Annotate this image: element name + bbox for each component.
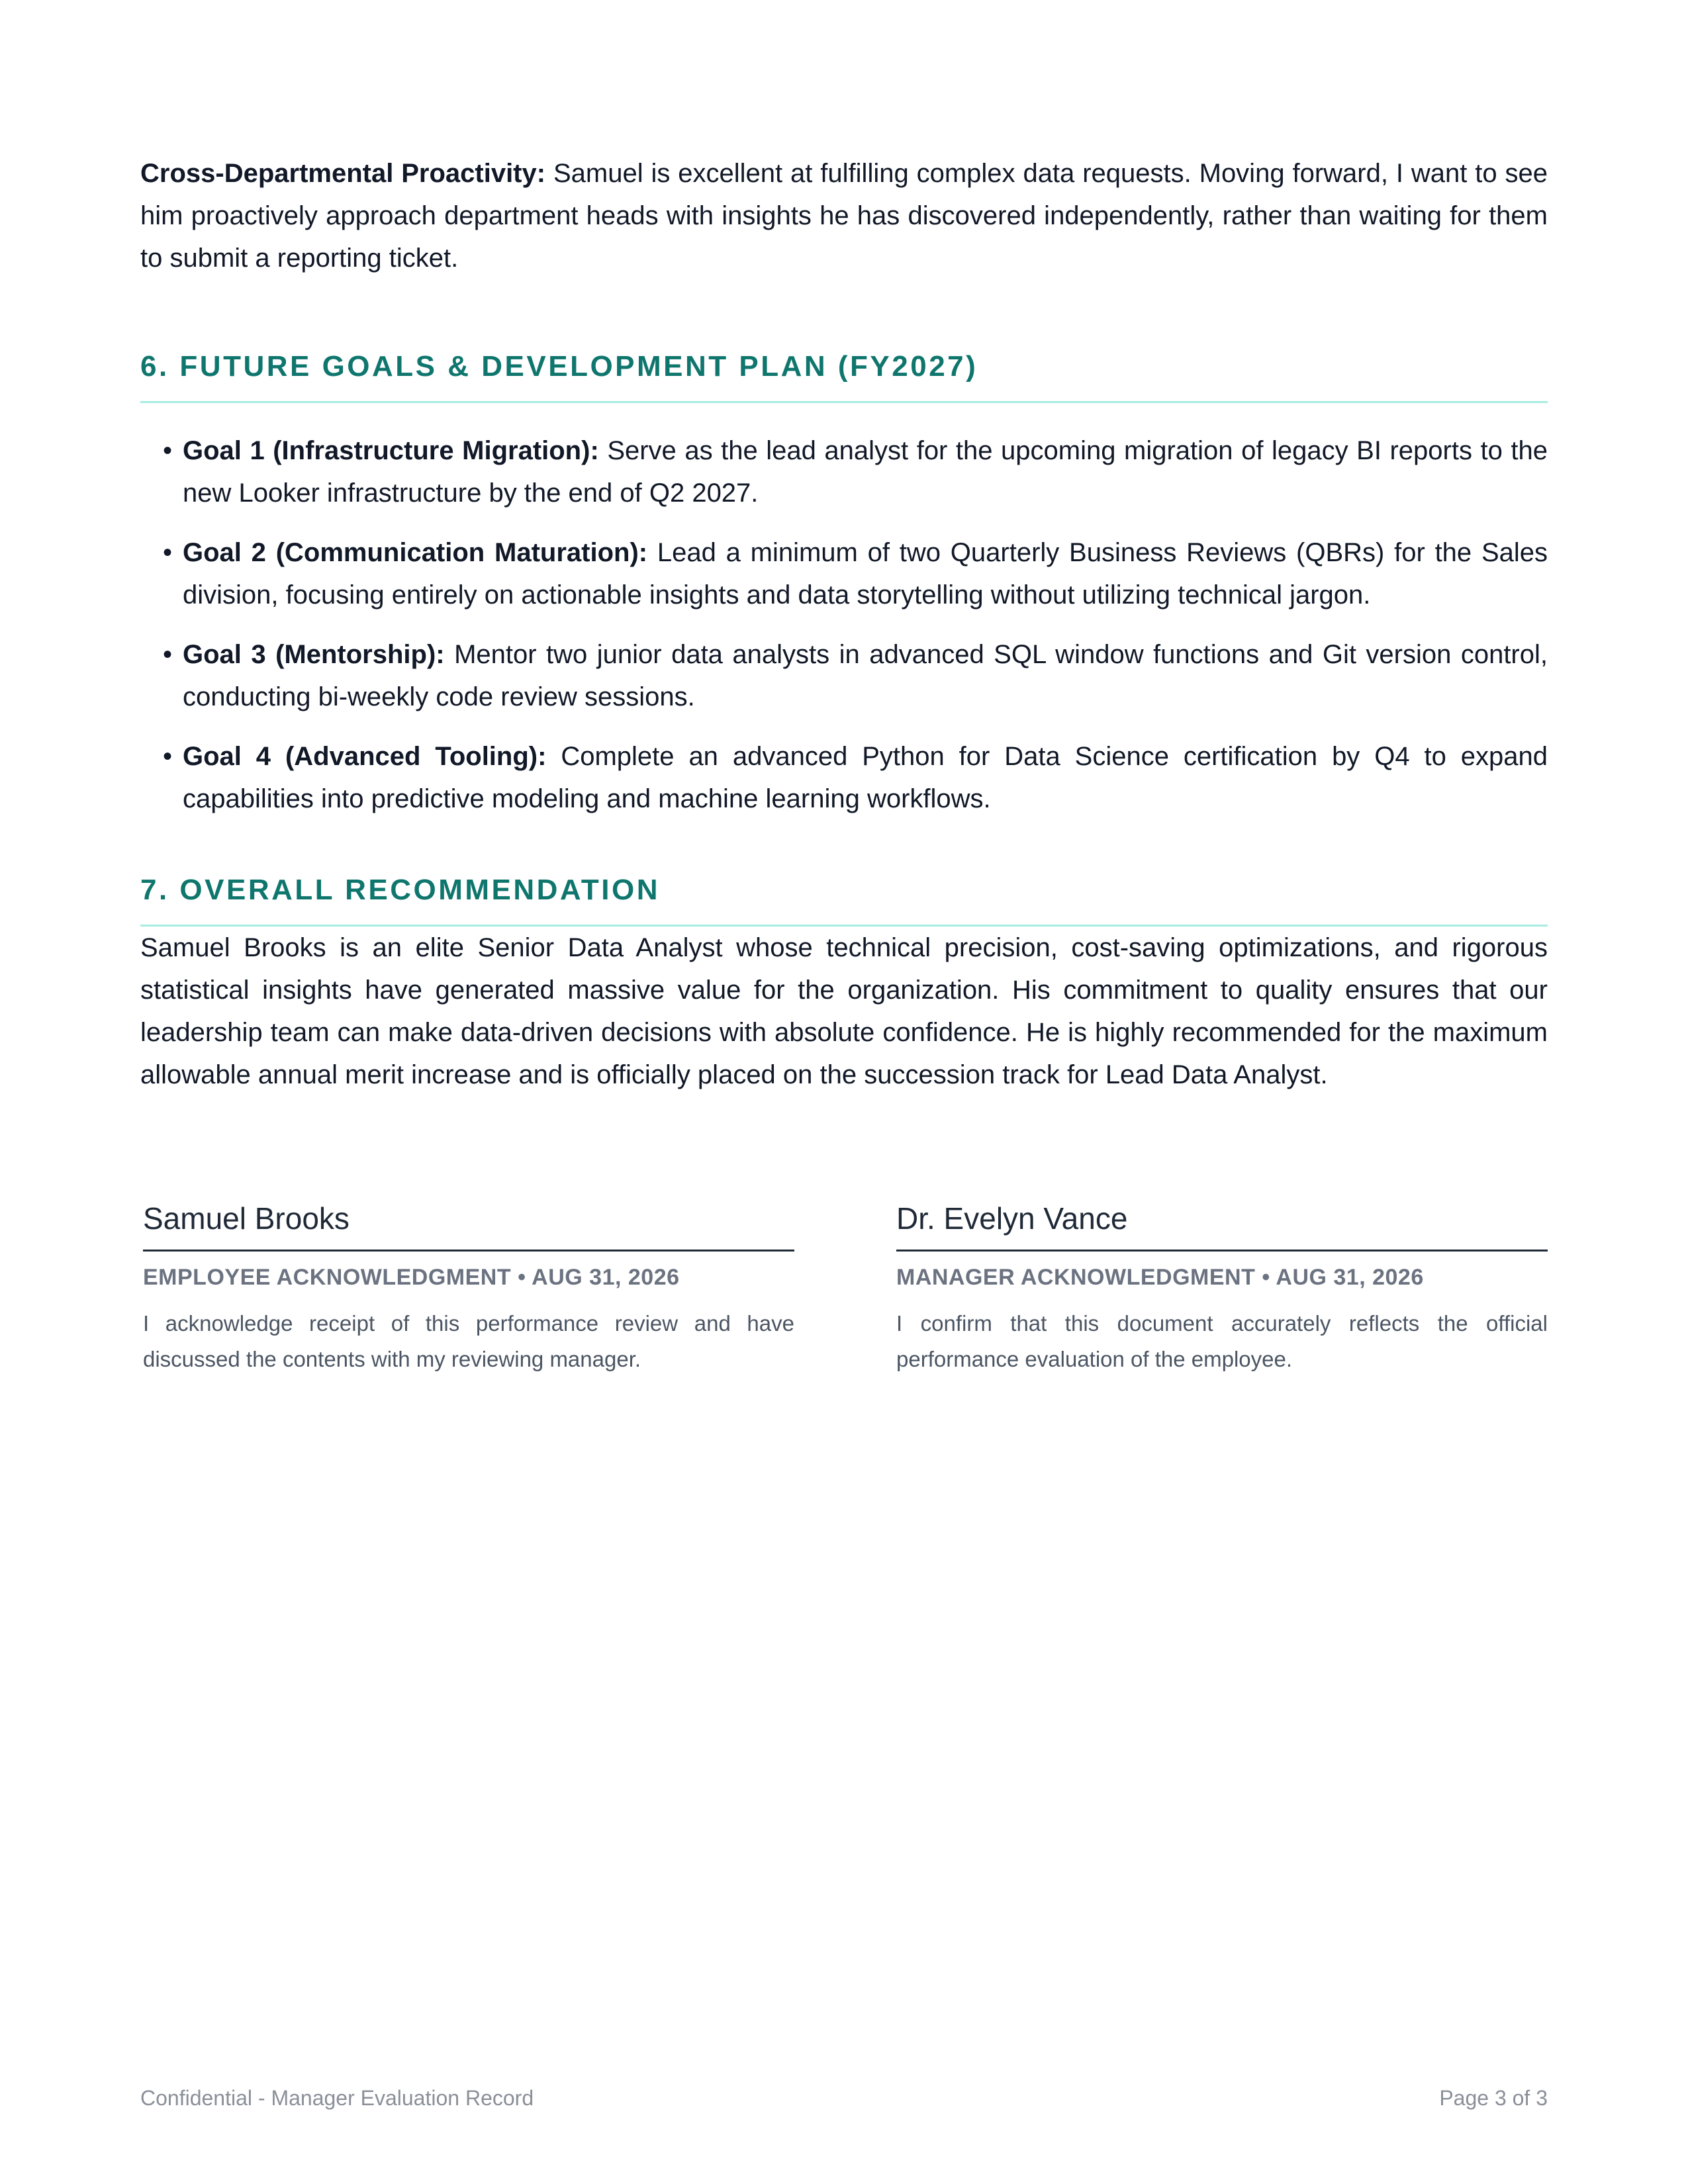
goal-item: [140, 531, 1548, 616]
page-footer: [140, 2085, 1548, 2111]
goal-text: Lead a minimum of two Quarterly Business Reviews (QBRs) for the Sales division, focusing entirely on actionable insights and data storytelling without utilizing technical jargon.: [183, 538, 1548, 610]
section-6-title: 6. FUTURE GOALS & DEVELOPMENT PLAN (FY2027): [140, 348, 1548, 403]
footer-confidential-label: Confidential - Manager Evaluation Record: [140, 2086, 534, 2110]
manager-signature-name: Dr. Evelyn Vance: [896, 1198, 1548, 1251]
page-number: Page 3 of 3: [1439, 2086, 1548, 2110]
employee-signature-block: [140, 1198, 794, 1377]
bullet-icon: •: [163, 742, 173, 771]
employee-signature-name: Samuel Brooks: [143, 1198, 794, 1251]
goal-lead: Goal 3 (Mentorship):: [183, 640, 445, 669]
bullet-icon: •: [163, 436, 173, 465]
goal-text: Serve as the lead analyst for the upcoming migration of legacy BI reports to the new Looker infrastructure by the end of Q2 2027.: [183, 436, 1548, 508]
manager-signature-block: [894, 1198, 1548, 1377]
bullet-icon: •: [163, 538, 173, 567]
bullet-icon: •: [163, 640, 173, 669]
recommendation-paragraph: Samuel Brooks is an elite Senior Data Analyst whose technical precision, cost-saving optimizations, and rigorous statistical insights have generated massive value for the organization. His commitment to quality ensures that our leadership team can make data-driven decisions with absolute confidence. He is highly recommended for the maximum allowable annual merit increase and is officially placed on the succession track for Lead Data Analyst.: [140, 933, 1548, 1089]
goal-text: Complete an advanced Python for Data Science certification by Q4 to expand capabilities into predictive modeling and machine learning workflows.: [183, 742, 1548, 813]
employee-acknowledgment-note: I acknowledge receipt of this performance review and have discussed the contents with my reviewing manager.: [143, 1311, 794, 1371]
goal-lead: Goal 4 (Advanced Tooling):: [183, 742, 547, 771]
goals-list: [140, 430, 1548, 820]
manager-acknowledgment-note: I confirm that this document accurately reflects the official performance evaluation of the employee.: [896, 1311, 1548, 1371]
goal-lead: Goal 2 (Communication Maturation):: [183, 538, 648, 567]
section-7-title: 7. OVERALL RECOMMENDATION: [140, 872, 1548, 927]
employee-acknowledgment-label: EMPLOYEE ACKNOWLEDGMENT • AUG 31, 2026: [143, 1265, 680, 1290]
goal-item: [140, 430, 1548, 514]
goal-item: [140, 633, 1548, 718]
signature-section: [140, 1198, 1548, 1377]
goal-lead: Goal 1 (Infrastructure Migration):: [183, 436, 599, 465]
goal-item: [140, 735, 1548, 820]
document-body: [140, 152, 1548, 1096]
manager-acknowledgment-label: MANAGER ACKNOWLEDGMENT • AUG 31, 2026: [896, 1265, 1424, 1290]
goal-text: Mentor two junior data analysts in advanced SQL window functions and Git version control, conducting bi-weekly code review sessions.: [183, 640, 1548, 711]
intro-text: Samuel is excellent at fulfilling complex data requests. Moving forward, I want to see him proactively approach department heads with insights he has discovered independently, rather than waiting for them to submit a reporting ticket.: [140, 159, 1548, 273]
intro-lead: Cross-Departmental Proactivity:: [140, 159, 546, 188]
intro-paragraph: [140, 152, 1548, 279]
